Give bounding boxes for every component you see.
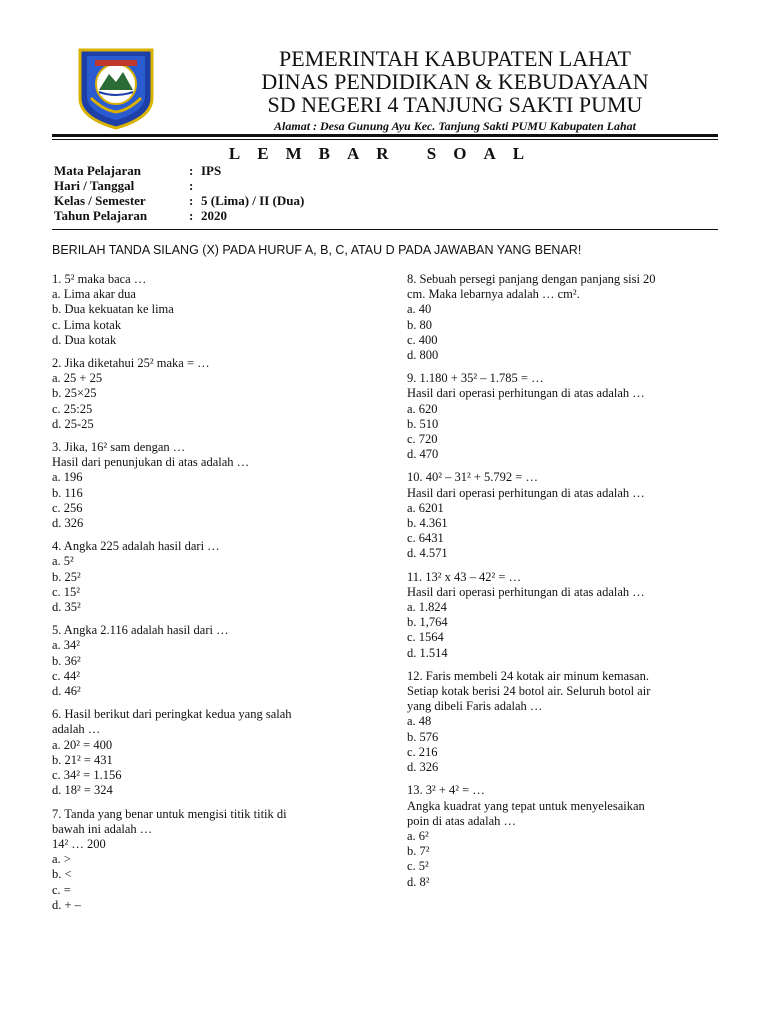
info-table	[54, 163, 304, 223]
answer-option: c. 400	[407, 332, 438, 347]
question-item	[407, 371, 727, 462]
info-value: IPS	[201, 163, 222, 178]
info-row	[54, 208, 304, 223]
question-text: 2. Jika diketahui 25² maka = …	[52, 356, 210, 371]
answer-option: d. 25-25	[52, 416, 94, 431]
answer-option: c. Lima kotak	[52, 317, 122, 332]
info-colon: :	[189, 163, 194, 178]
answer-option: a. >	[52, 852, 71, 867]
letterhead-line-1: PEMERINTAH KABUPATEN LAHAT	[279, 46, 631, 71]
answer-option: b. 21² = 431	[52, 752, 113, 767]
regency-emblem-icon	[77, 48, 155, 130]
question-text: 13. 3² + 4² = …	[407, 783, 485, 798]
info-colon: :	[189, 178, 194, 193]
answer-option: c. 1564	[407, 630, 444, 645]
info-key: Hari / Tanggal	[54, 178, 135, 193]
answer-option: b. Dua kekuatan ke lima	[52, 302, 174, 317]
answer-option: c. 44²	[52, 668, 81, 683]
question-item	[52, 440, 357, 531]
question-text: bawah ini adalah …	[52, 821, 153, 836]
letterhead-line-2: DINAS PENDIDIKAN & KEBUDAYAAN	[261, 69, 649, 94]
letterhead-address: Alamat : Desa Gunung Ayu Kec. Tanjung Sakti PUMU Kabupaten Lahat	[274, 119, 636, 133]
question-item	[52, 272, 357, 348]
question-text: cm. Maka lebarnya adalah … cm².	[407, 287, 580, 302]
answer-option: b. 116	[52, 485, 83, 500]
question-text: 10. 40² – 31² + 5.792 = …	[407, 470, 538, 485]
question-text: adalah …	[52, 722, 101, 737]
answer-option: d. 46²	[52, 684, 81, 699]
answer-option: c. 256	[52, 500, 83, 515]
answer-option: d. 326	[52, 516, 84, 531]
question-text: 1. 5² maka baca …	[52, 272, 147, 286]
instruction: BERILAH TANDA SILANG (X) PADA HURUF A, B, C, ATAU D PADA JAWABAN YANG BENAR!	[52, 243, 582, 257]
question-item	[52, 356, 357, 432]
question-text: Hasil dari operasi perhitungan di atas adalah …	[407, 485, 645, 500]
answer-option: d. 8²	[407, 874, 430, 889]
info-row	[54, 163, 304, 178]
question-item	[407, 783, 727, 889]
answer-option: c. 216	[407, 744, 438, 759]
info-colon: :	[189, 193, 194, 208]
answer-option: d. 4.571	[407, 546, 448, 561]
answer-option: b. 25×25	[52, 386, 97, 401]
info-rule	[52, 229, 718, 230]
answer-option: c. 25:25	[52, 401, 93, 416]
answer-option: a. 6201	[407, 500, 444, 515]
answer-option: c. 34² = 1.156	[52, 768, 122, 783]
answer-option: a. 6²	[407, 828, 429, 843]
answer-option: a. 25 + 25	[52, 371, 103, 386]
answer-option: b. 576	[407, 729, 439, 744]
question-text: 4. Angka 225 adalah hasil dari …	[52, 539, 220, 554]
answer-option: d. 800	[407, 348, 439, 363]
answer-option: b. 25²	[52, 569, 81, 584]
answer-option: c. 6431	[407, 531, 444, 546]
questions-right-column	[407, 272, 727, 898]
question-text: 6. Hasil berikut dari peringkat kedua yang salah	[52, 707, 292, 722]
question-text: 9. 1.180 + 35² – 1.785 = …	[407, 371, 544, 386]
answer-option: b. 4.361	[407, 516, 448, 531]
question-text: Angka kuadrat yang tepat untuk menyelesaikan	[407, 798, 645, 813]
questions-left-column	[52, 272, 357, 921]
question-text: Hasil dari operasi perhitungan di atas adalah …	[407, 584, 645, 599]
answer-option: a. 48	[407, 714, 432, 729]
question-text: 8. Sebuah persegi panjang dengan panjang sisi 20	[407, 272, 656, 286]
answer-option: a. 20² = 400	[52, 737, 113, 752]
question-item	[407, 570, 727, 661]
answer-option: c. 720	[407, 432, 438, 447]
question-text: 11. 13² x 43 – 42² = …	[407, 569, 522, 584]
question-text: Setiap kotak berisi 24 botol air. Seluruh botol air	[407, 684, 651, 699]
info-key: Kelas / Semester	[54, 193, 146, 208]
answer-option: c. 15²	[52, 584, 81, 599]
answer-option: d. 35²	[52, 600, 81, 615]
answer-option: d. + –	[52, 897, 81, 912]
answer-option: a. Lima akar dua	[52, 287, 136, 302]
question-text: yang dibeli Faris adalah …	[407, 699, 543, 714]
question-text: Hasil dari penunjukan di atas adalah …	[52, 455, 250, 470]
question-text: 7. Tanda yang benar untuk mengisi titik titik di	[52, 806, 287, 821]
question-text: 5. Angka 2.116 adalah hasil dari …	[52, 623, 229, 638]
question-text: poin di atas adalah …	[407, 813, 516, 828]
answer-option: b. 1,764	[407, 615, 448, 630]
answer-option: b. 510	[407, 416, 439, 431]
question-item	[52, 807, 357, 913]
letterhead	[165, 47, 745, 134]
answer-option: b. <	[52, 867, 72, 882]
answer-option: a. 5²	[52, 554, 74, 569]
question-item	[52, 707, 357, 798]
question-item	[407, 669, 727, 775]
info-value: 5 (Lima) / II (Dua)	[201, 193, 305, 208]
question-text: 3. Jika, 16² sam dengan …	[52, 440, 186, 455]
answer-option: b. 80	[407, 317, 432, 332]
document-title: LEMBAR SOAL	[228, 144, 542, 163]
answer-option: d. 1.514	[407, 645, 448, 660]
question-text: 14² … 200	[52, 836, 106, 851]
answer-option: d. 470	[407, 447, 439, 462]
info-key: Tahun Pelajaran	[54, 208, 148, 223]
question-item	[407, 272, 727, 363]
answer-option: b. 7²	[407, 844, 430, 859]
answer-option: d. Dua kotak	[52, 332, 117, 347]
answer-option: a. 620	[407, 401, 438, 416]
question-text: Hasil dari operasi perhitungan di atas adalah …	[407, 386, 645, 401]
answer-option: c. 5²	[407, 859, 429, 874]
info-value: 2020	[201, 208, 227, 223]
answer-option: d. 18² = 324	[52, 783, 113, 798]
answer-option: b. 36²	[52, 653, 81, 668]
info-key: Mata Pelajaran	[54, 163, 142, 178]
answer-option: a. 1.824	[407, 600, 447, 615]
answer-option: d. 326	[407, 760, 439, 775]
info-row	[54, 193, 304, 208]
answer-option: a. 34²	[52, 638, 81, 653]
answer-option: c. =	[52, 882, 71, 897]
question-item	[407, 470, 727, 561]
info-row	[54, 178, 304, 193]
answer-option: a. 40	[407, 302, 432, 317]
info-colon: :	[189, 208, 194, 223]
letterhead-line-3: SD NEGERI 4 TANJUNG SAKTI PUMU	[267, 92, 643, 117]
header-rule-thick	[52, 134, 718, 137]
header-rule-thin	[52, 139, 718, 140]
question-text: 12. Faris membeli 24 kotak air minum kemasan.	[407, 668, 649, 683]
question-item	[52, 623, 357, 699]
answer-option: a. 196	[52, 470, 83, 485]
question-item	[52, 539, 357, 615]
